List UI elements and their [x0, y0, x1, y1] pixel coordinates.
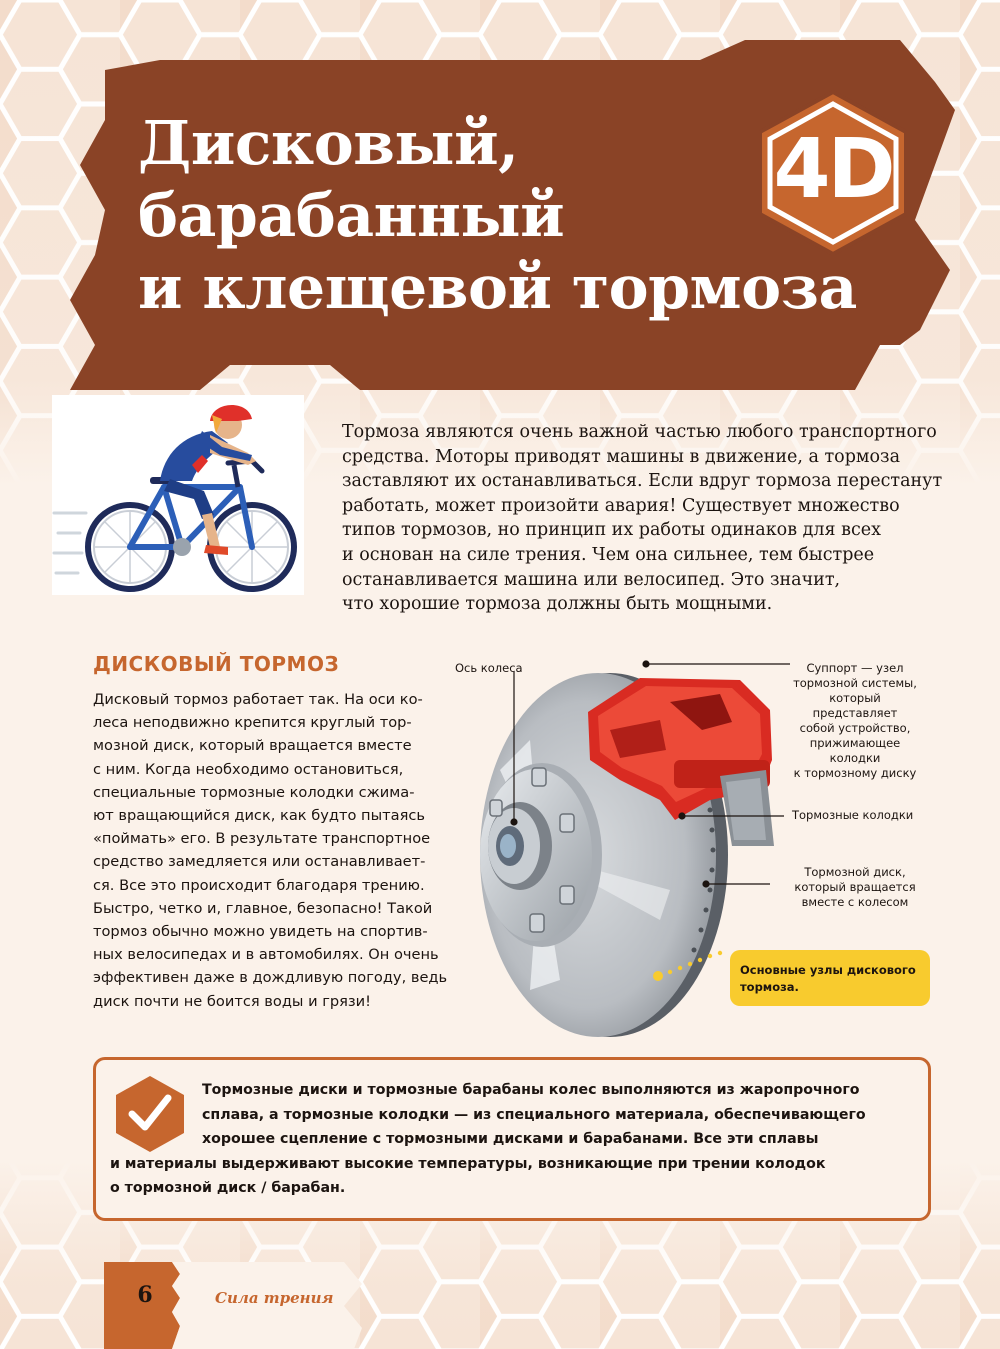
cyclist-illustration	[52, 395, 304, 595]
caliper-line: тормозной системы,	[793, 676, 917, 690]
disc-line: который вращается	[794, 880, 916, 894]
caliper-line: к тормозному диску	[793, 766, 917, 780]
title-line-1: Дисковый,	[138, 109, 519, 179]
caliper-line: который	[829, 691, 881, 705]
intro-line: останавливается машина или велосипед. Это значит,	[342, 569, 841, 590]
fact-line: Тормозные диски и тормозные барабаны колес выполняются из жаропрочного	[202, 1082, 860, 1098]
footer-section-title: Сила трения	[215, 1289, 334, 1307]
fact-line: о тормозной диск / барабан.	[110, 1180, 346, 1196]
body-line: мозной диск, который вращается вместе	[93, 737, 412, 755]
intro-line: заставляют их останавливаться. Если вдруг тормоза перестанут	[342, 471, 943, 492]
caliper-line: собой устройство,	[799, 721, 911, 735]
body-line: «поймать» его. В результате транспортное	[93, 830, 431, 848]
body-line: с ним. Когда необходимо остановиться,	[93, 760, 404, 778]
body-line: леса неподвижно крепится круглый тор-	[93, 714, 412, 732]
disc-line: вместе с колесом	[801, 895, 909, 909]
body-line: средство замедляется или останавливает-	[93, 853, 426, 871]
caliper-line: Суппорт — узел	[806, 661, 904, 675]
body-line: Дисковый тормоз работает так. На оси ко-	[93, 691, 423, 708]
intro-line: типов тормозов, но принцип их работы одинаков для всех	[342, 520, 881, 541]
disc-line: Тормозной диск,	[804, 865, 906, 879]
body-line: эффективен даже в дождливую погоду, ведь	[93, 969, 448, 987]
diagram-note	[730, 950, 930, 1006]
fact-line: хорошее сцепление с тормозными дисками и барабанами. Все эти сплавы	[202, 1131, 819, 1147]
label-axle: Ось колеса	[455, 661, 523, 675]
fact-line: и материалы выдерживают высокие температуры, возникающие при трении колодок	[110, 1155, 826, 1172]
body-line: ся. Все это происходит благодаря трению.	[93, 876, 425, 894]
intro-line: что хорошие тормоза должны быть мощными.	[342, 594, 773, 615]
caliper-line: прижимающее	[809, 736, 901, 750]
label-pads: Тормозные колодки	[792, 808, 914, 822]
label-caliper	[770, 661, 940, 781]
body-line: диск почти не боится воды и грязи!	[93, 992, 371, 1010]
section-heading: ДИСКОВЫЙ ТОРМОЗ	[93, 652, 340, 676]
body-line: ют вращающийся диск, как будто пытаясь	[93, 807, 425, 825]
body-line: специальные тормозные колодки сжима-	[93, 783, 415, 801]
caliper-line: представляет	[812, 706, 898, 720]
note-line: Основные узлы дискового	[740, 963, 916, 977]
body-line: ных велосипедах и в автомобилях. Он очень	[93, 946, 439, 964]
page-number: 6	[137, 1282, 153, 1308]
label-disc	[775, 865, 935, 910]
body-line: тормоз обычно можно увидеть на спортив-	[93, 923, 428, 941]
body-line: Быстро, четко и, главное, безопасно! Такой	[93, 899, 433, 917]
fact-line: сплава, а тормозные колодки — из специального материала, обеспечивающего	[202, 1106, 866, 1123]
intro-line: Тормоза являются очень важной частью любого транспортного	[342, 422, 937, 442]
note-line: тормоза.	[740, 980, 799, 994]
intro-line: работать, может произойти авария! Существует множество	[342, 495, 900, 516]
title-line-3: и клещевой тормоза	[138, 253, 857, 323]
title-line-2: барабанный	[138, 181, 565, 251]
badge-label: 4D	[773, 122, 893, 217]
caliper-line: колодки	[829, 751, 881, 765]
intro-line: и основан на силе трения. Чем она сильнее, тем быстрее	[342, 544, 875, 565]
intro-paragraph	[342, 420, 942, 617]
intro-line: средства. Моторы приводят машины в движение, а тормоза	[342, 446, 901, 467]
section-body	[93, 688, 449, 1013]
fact-text	[110, 1078, 915, 1201]
